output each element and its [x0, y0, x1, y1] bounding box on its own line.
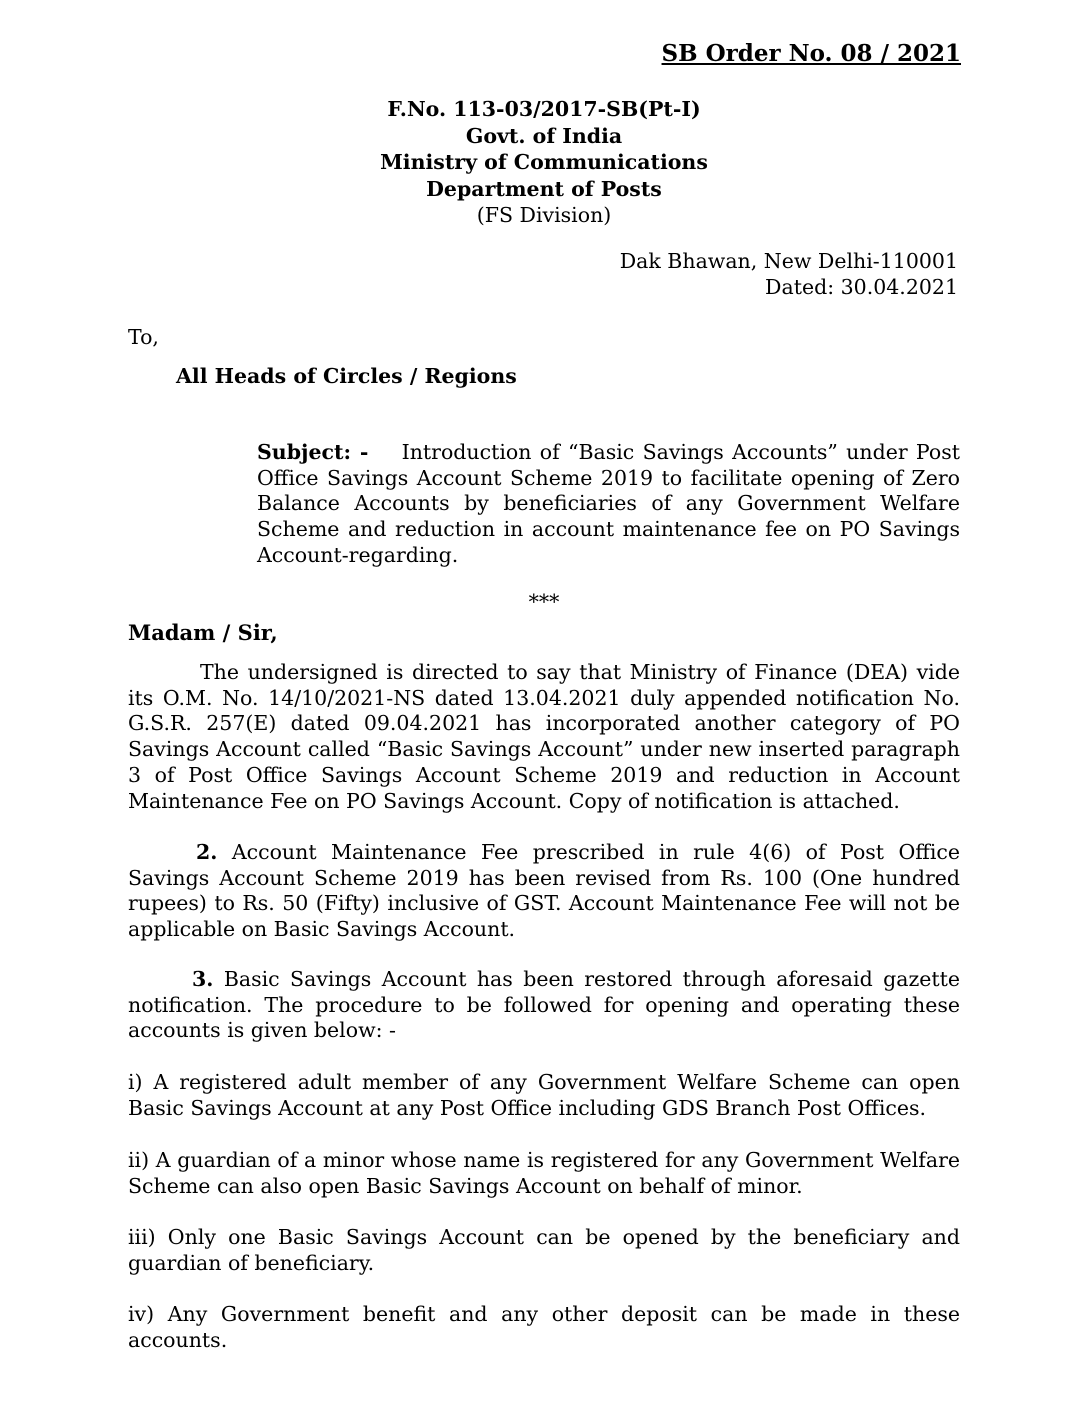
- paragraph-3-number: 3.: [192, 967, 214, 991]
- letter-header: [0, 96, 1088, 229]
- list-item: iii) Only one Basic Savings Account can be opened by the beneficiary and guardian of beneficiary.: [128, 1225, 960, 1275]
- to-label: To,: [128, 325, 159, 349]
- file-number: F.No. 113-03/2017-SB(Pt-I): [387, 97, 701, 121]
- ministry-name: Ministry of Communications: [380, 150, 708, 174]
- list-item: ii) A guardian of a minor whose name is registered for any Government Welfare Scheme can also open Basic Savings Account on behalf of minor.: [128, 1148, 960, 1198]
- date: Dated: 30.04.2021: [765, 275, 958, 299]
- salutation: Madam / Sir,: [128, 620, 278, 645]
- separator: ***: [528, 590, 560, 614]
- paragraph-2-text: Account Maintenance Fee prescribed in rule 4(6) of Post Office Savings Account Scheme 2019 has been revised from Rs. 100 (One hundred rupees) to Rs. 50 (Fifty) inclusive of GST. Account Maintenance Fee will not be applicable on Basic Savings Account.: [128, 840, 960, 942]
- place-date-block: [620, 248, 958, 300]
- subject-block: [257, 440, 960, 569]
- paragraph-3: [128, 967, 960, 1044]
- addressee: All Heads of Circles / Regions: [176, 364, 517, 388]
- paragraph-1: The undersigned is directed to say that Ministry of Finance (DEA) vide its O.M. No. 14/10/2021-NS dated 13.04.2021 duly appended notification No. G.S.R. 257(E) dated 09.04.2021 has incorporated another category of PO Savings Account called “Basic Savings Account” under new inserted paragraph 3 of Post Office Savings Account Scheme 2019 and reduction in Account Maintenance Fee on PO Savings Account. Copy of notification is attached.: [128, 660, 960, 813]
- list-item: iv) Any Government benefit and any other deposit can be made in these accounts.: [128, 1302, 960, 1352]
- paragraph-3-text: Basic Savings Account has been restored through aforesaid gazette notification. The procedure to be followed for opening and operating these accounts is given below: -: [128, 967, 960, 1043]
- department-name: Department of Posts: [426, 176, 662, 201]
- order-number: SB Order No. 08 / 2021: [661, 40, 961, 67]
- subject-label: Subject: -: [257, 440, 369, 464]
- division-name: (FS Division): [476, 203, 612, 227]
- govt-name: Govt. of India: [465, 123, 623, 148]
- paragraph-2-number: 2.: [196, 840, 218, 864]
- paragraph-2: [128, 840, 960, 943]
- place: Dak Bhawan, New Delhi-110001: [619, 249, 958, 273]
- list-item: i) A registered adult member of any Government Welfare Scheme can open Basic Savings Account at any Post Office including GDS Branch Post Offices.: [128, 1070, 960, 1120]
- subject-text: Introduction of “Basic Savings Accounts” under Post Office Savings Account Scheme 2019 to facilitate opening of Zero Balance Accounts by beneficiaries of any Government Welfare Scheme and reduction in account maintenance fee on PO Savings Account-regarding.: [257, 440, 960, 567]
